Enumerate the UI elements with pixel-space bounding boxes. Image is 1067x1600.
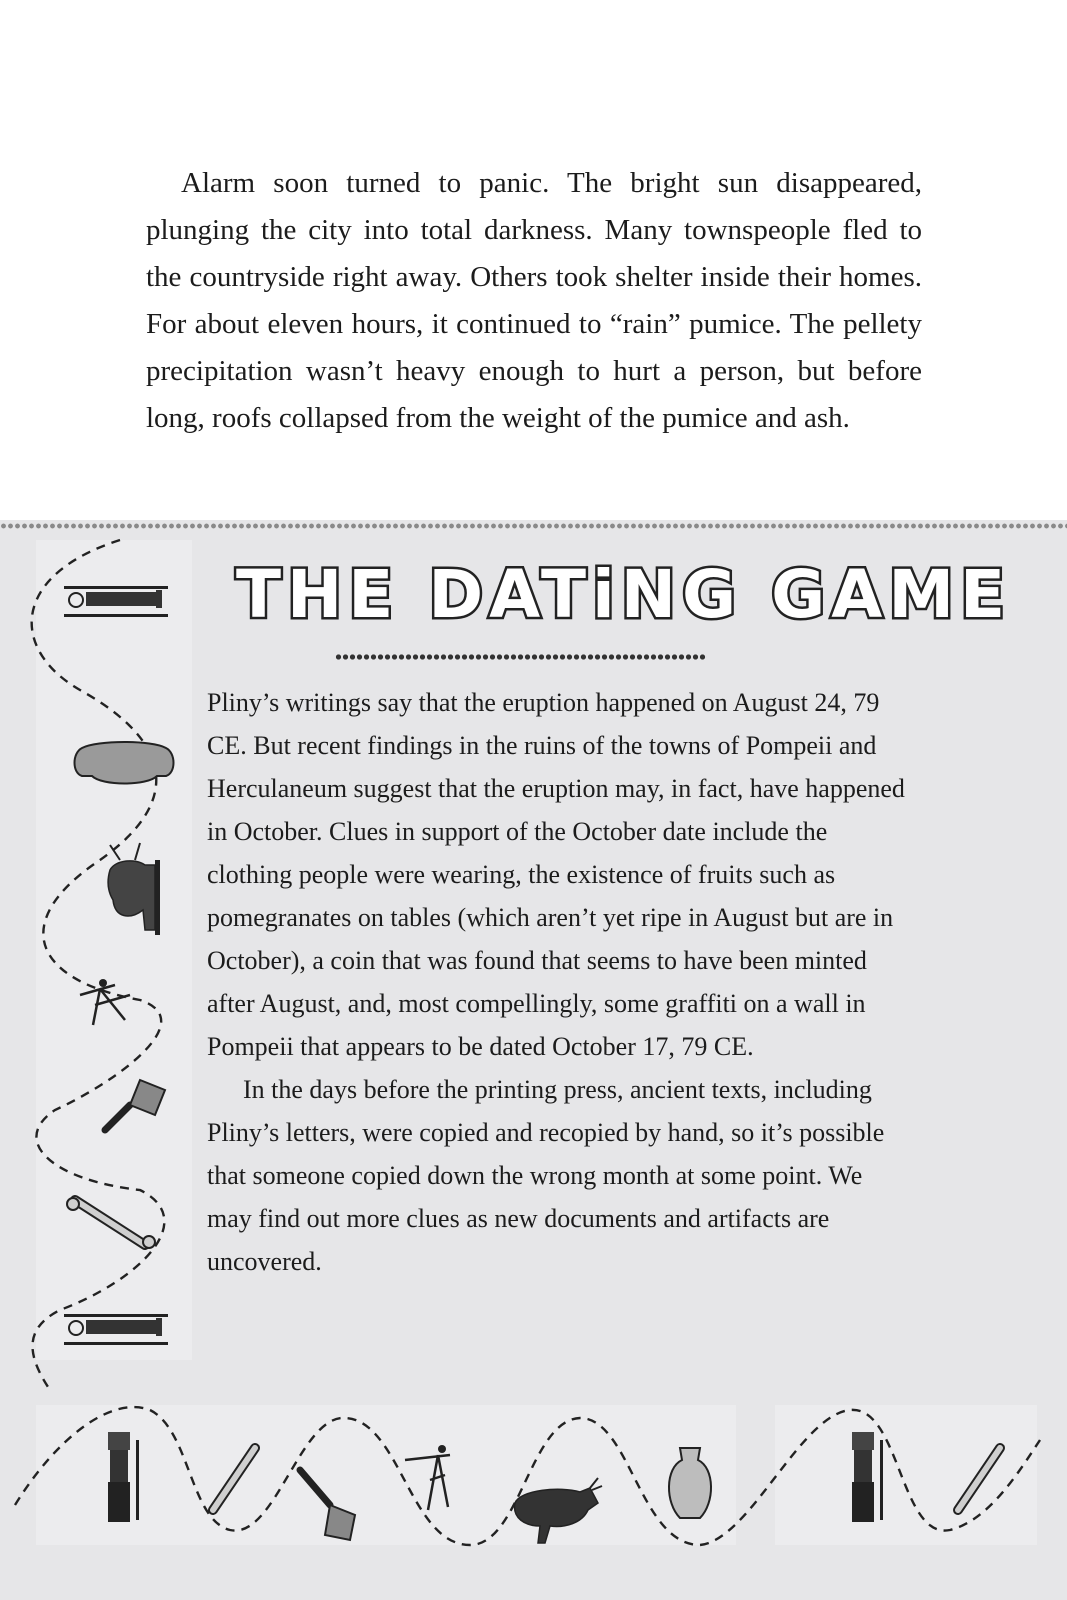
sidebar-paragraph: Pliny’s writings say that the eruption happened on August 24, 79 CE. But recent findings in the ruins of the towns of Pompeii and Herculaneum suggest that the eruption may, in fact, have happened in October. Clues in support of the October date include the clothing people were wearing, the existence of fruits such as pomegranates on tables (which aren’t yet ripe in August but are in October), a coin that was found that seems to have been minted after August, and, most compellingly, some graffiti on a wall in Pompeii that appears to be dated October 17, 79 CE. bbox=[207, 688, 905, 1061]
top-paragraph: Alarm soon turned to panic. The bright sun disappeared, plunging the city into total darkness. Many townspeople fled to the countryside right away. Others took shelter inside their homes. For about eleven hours, it continued to “rain” pumice. The pellety precipitation wasn’t heavy enough to hurt a person, but before long, roofs collapsed from the weight of the pumice and ash. bbox=[146, 167, 922, 434]
sidebar-title: THE DATiNG GAME bbox=[236, 556, 1012, 633]
sidebar-paragraph: In the days before the printing press, ancient texts, including Pliny’s letters, were copied and recopied by hand, so it’s possible that someone copied down the wrong month at some point. We may find out more clues as new documents and artifacts are uncovered. bbox=[207, 1075, 885, 1276]
sidebar-body bbox=[207, 681, 907, 1283]
title-divider bbox=[335, 654, 707, 660]
